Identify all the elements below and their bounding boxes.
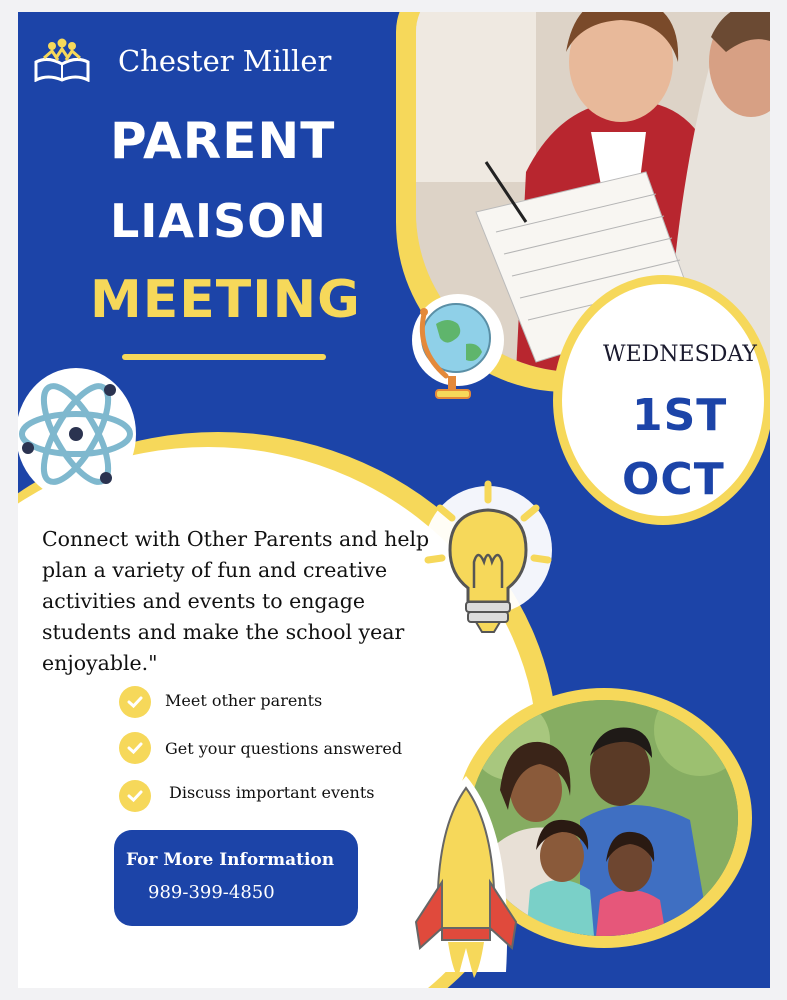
date-day: 1ST (632, 390, 728, 441)
check-icon (119, 686, 151, 718)
flyer (18, 12, 770, 988)
description-text: Connect with Other Parents and help plan a variety of fun and creative activities and events to engage students and make the school year enjoyable." (42, 527, 430, 675)
title-underline (122, 354, 326, 360)
contact-box (114, 830, 358, 926)
check-icon (119, 732, 151, 764)
school-logo-icon (32, 38, 92, 86)
globe-icon (406, 290, 516, 414)
date-weekday: WEDNESDAY (603, 342, 757, 367)
title-line-1: PARENT (110, 112, 336, 170)
date-month: OCT (622, 454, 725, 505)
check-icon (119, 780, 151, 812)
school-name: Chester Miller (118, 44, 332, 78)
title-line-2: LIAISON (110, 194, 327, 248)
benefit-item: Discuss important events (169, 783, 375, 802)
lightbulb-icon (422, 478, 562, 652)
contact-title: For More Information (126, 850, 335, 870)
atom-icon (18, 364, 144, 508)
benefit-item: Get your questions answered (165, 739, 403, 758)
title-line-3: MEETING (90, 270, 361, 330)
contact-phone[interactable]: 989-399-4850 (148, 882, 275, 903)
benefit-item: Meet other parents (165, 691, 323, 710)
rocket-icon (402, 772, 532, 988)
